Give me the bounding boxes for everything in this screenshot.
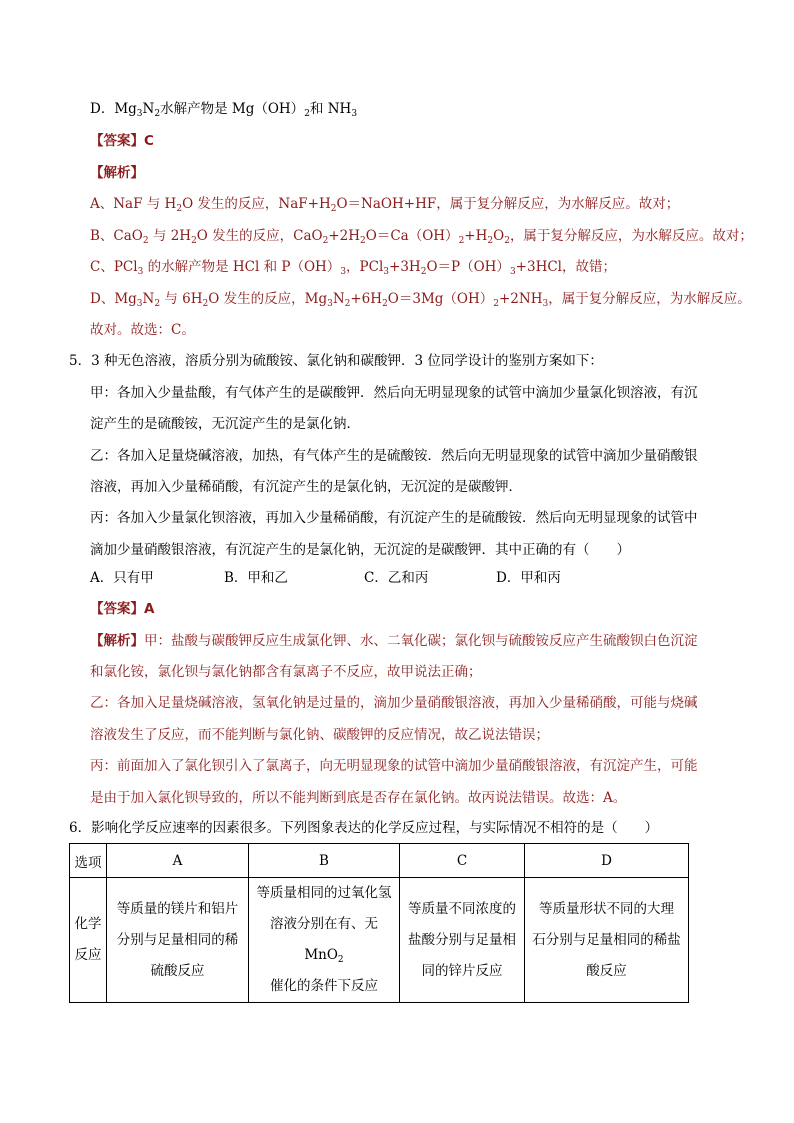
q5-option-d: D．甲和丙 — [496, 570, 561, 586]
q5-explanation-2: 和氯化铵，氯化钡与氯化钠都含有氯离子不反应，故甲说法正确； — [90, 664, 482, 680]
q4-explanation-a: A、NaF 与 $H_2O$ 发生的反应，$NaF+H_2O=NaOH+HF$，属于复分解反应，为水解反应。故对； — [90, 196, 680, 214]
q6-header-c: C — [400, 844, 525, 878]
q4-explanation-b: B、CaO$_2$ 与 $2H_2O$ 发生的反应，$CaO_2+2H_2O=Ca(OH)_2+H_2O_2$，属于复分解反应，为水解反应。故对； — [90, 228, 753, 246]
q4-explanation-d: D、$Mg_3N_2$ 与 $6H_2O$ 发生的反应，$Mg_3N_2+6H_2O=3Mg(OH)_2+2NH_3$，属于复分解反应，为水解反应。 — [90, 291, 751, 309]
q5-explanation-3: 乙：各加入足量烧碱溶液，氢氧化钠是过量的，滴加少量硝酸银溶液，再加入少量稀硝酸，可能与烧碱 — [90, 695, 698, 711]
q5-plan-jia: 甲：各加入少量盐酸，有气体产生的是碳酸钾．然后向无明显现象的试管中滴加少量氯化钡溶液，有沉 — [90, 385, 698, 401]
q5-explanation-5: 丙：前面加入了氯化钡引入了氯离子，向无明显现象的试管中滴加少量硝酸银溶液，有沉淀产生，可能 — [90, 758, 698, 774]
q5-plan-bing-cont: 滴加少量硝酸银溶液，有沉淀产生的是氯化钠，无沉淀的是碳酸钾．其中正确的有（ ） — [90, 542, 630, 558]
q6-cell-a: 等质量的镁片和铝片 分别与足量相同的稀 硫酸反应 — [107, 878, 249, 1003]
q4-option-d: D．$Mg_3N_2$水解产物是 $Mg(OH)_2$和 $NH_3$ — [90, 101, 358, 119]
q4-explanation-c: C、PCl$_3$ 的水解产物是 HCl 和 $P(OH)_3$，$PCl_3+3H_2O=P(OH)_3+3HCl$，故错； — [90, 259, 616, 277]
q6-cell-d: 等质量形状不同的大理 石分别与足量相同的稀盐 酸反应 — [525, 878, 689, 1003]
q6-table — [69, 843, 689, 1003]
q6-stem: 6．影响化学反应速率的因素很多。下列图象表达的化学反应过程，与实际情况不相符的是（ ） — [69, 820, 659, 836]
q5-option-c: C．乙和丙 — [364, 570, 429, 586]
q5-explanation-6: 是由于加入氯化钡导致的，所以不能判断到底是否存在氯化钠。故丙说法错误。故选：A。 — [90, 790, 627, 806]
q4-answer: 【答案】C — [90, 133, 154, 149]
q6-table-header-row — [70, 844, 689, 878]
q5-plan-jia-cont: 淀产生的是硫酸铵，无沉淀产生的是氯化钠． — [90, 416, 360, 432]
q6-cell-b: 等质量相同的过氧化氢 溶液分别在有、无 MnO$_2$ 催化的条件下反应 — [249, 878, 400, 1003]
q5-explanation-1: 【解析】甲：盐酸与碳酸钾反应生成氯化钾、水、二氧化碳；氯化钡与硫酸铵反应产生硫酸钡白色沉淀 — [90, 633, 698, 649]
q5-stem: 5．3 种无色溶液，溶质分别为硫酸铵、氯化钠和碳酸钾．3 位同学设计的鉴别方案如下： — [69, 353, 603, 369]
q6-cell-c: 等质量不同浓度的 盐酸分别与足量相 同的锌片反应 — [400, 878, 525, 1003]
q5-plan-yi-cont: 溶液，再加入少量稀硝酸，有沉淀产生的是氯化钠，无沉淀的是碳酸钾． — [90, 479, 522, 495]
q5-plan-bing: 丙：各加入少量氯化钡溶液，再加入少量稀硝酸，有沉淀产生的是硫酸铵．然后向无明显现象的试管中 — [90, 510, 698, 526]
q4-explanation-d-cont: 故对。故选：C。 — [90, 322, 195, 338]
q6-row-label: 化学 反应 — [70, 878, 107, 1003]
q5-option-b: B．甲和乙 — [224, 570, 288, 586]
q6-header-b: B — [249, 844, 400, 878]
q5-explanation-4: 溶液发生了反应，而不能判断与氯化钠、碳酸钾的反应情况，故乙说法错误； — [90, 727, 549, 743]
q6-header-option: 选项 — [70, 844, 107, 878]
q5-option-a: A．只有甲 — [90, 570, 154, 586]
q6-header-d: D — [525, 844, 689, 878]
q6-table-row — [70, 878, 689, 1003]
q5-plan-yi: 乙：各加入足量烧碱溶液，加热，有气体产生的是硫酸铵．然后向无明显现象的试管中滴加少量硝酸银 — [90, 448, 698, 464]
q6-header-a: A — [107, 844, 249, 878]
q4-analysis-tag: 【解析】 — [90, 165, 144, 181]
q5-answer: 【答案】A — [90, 601, 155, 617]
